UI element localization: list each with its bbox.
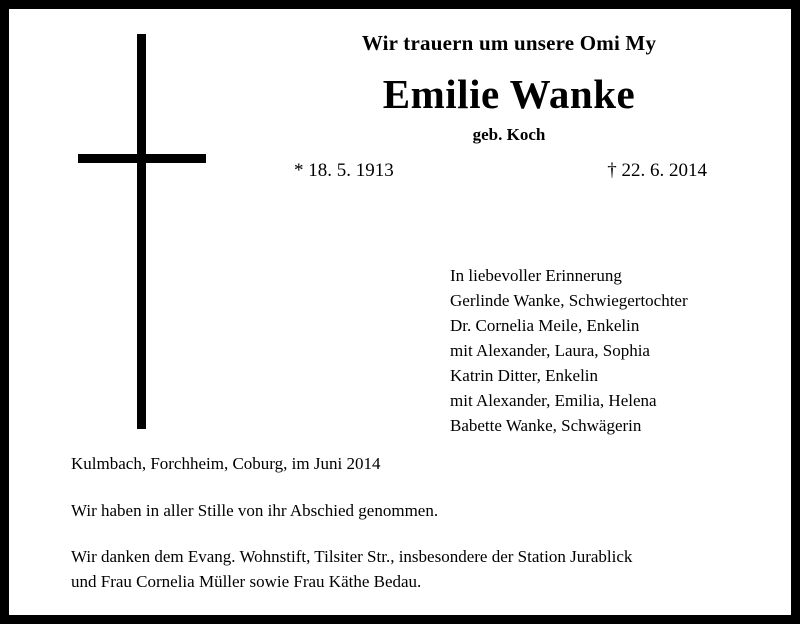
mourning-line: Wir trauern um unsere Omi My <box>361 31 657 55</box>
maiden-name: geb. Koch <box>472 125 546 145</box>
header-block <box>249 31 769 184</box>
cross-icon <box>69 34 229 429</box>
family-line: Babette Wanke, Schwägerin <box>450 415 642 435</box>
life-dates <box>249 160 769 184</box>
cross-horizontal-bar <box>78 154 206 163</box>
cross-vertical-bar <box>137 34 146 429</box>
birth-date: * 18. 5. 1913 <box>294 159 394 181</box>
death-date: † 22. 6. 2014 <box>607 159 707 181</box>
notice-inner-frame <box>9 9 791 615</box>
thanks-line-2: und Frau Cornelia Müller sowie Frau Käthe Bedau. <box>71 571 422 591</box>
family-line: In liebevoller Erinnerung <box>450 266 622 285</box>
quiet-farewell-line: Wir haben in aller Stille von ihr Abschied genommen. <box>71 500 439 520</box>
deceased-name: Emilie Wanke <box>382 71 636 118</box>
family-line: Dr. Cornelia Meile, Enkelin <box>450 315 640 335</box>
family-line: mit Alexander, Emilia, Helena <box>450 390 657 410</box>
footer-block <box>71 452 771 595</box>
thanks-line-1: Wir danken dem Evang. Wohnstift, Tilsiter Str., insbesondere der Station Jurablick <box>71 547 633 567</box>
place-and-date: Kulmbach, Forchheim, Coburg, im Juni 2014 <box>71 454 381 473</box>
family-line: Katrin Ditter, Enkelin <box>450 365 599 385</box>
family-line: mit Alexander, Laura, Sophia <box>450 340 650 360</box>
family-line: Gerlinde Wanke, Schwiegertochter <box>450 290 688 310</box>
family-block <box>450 264 688 439</box>
thanks-paragraph <box>71 545 771 594</box>
